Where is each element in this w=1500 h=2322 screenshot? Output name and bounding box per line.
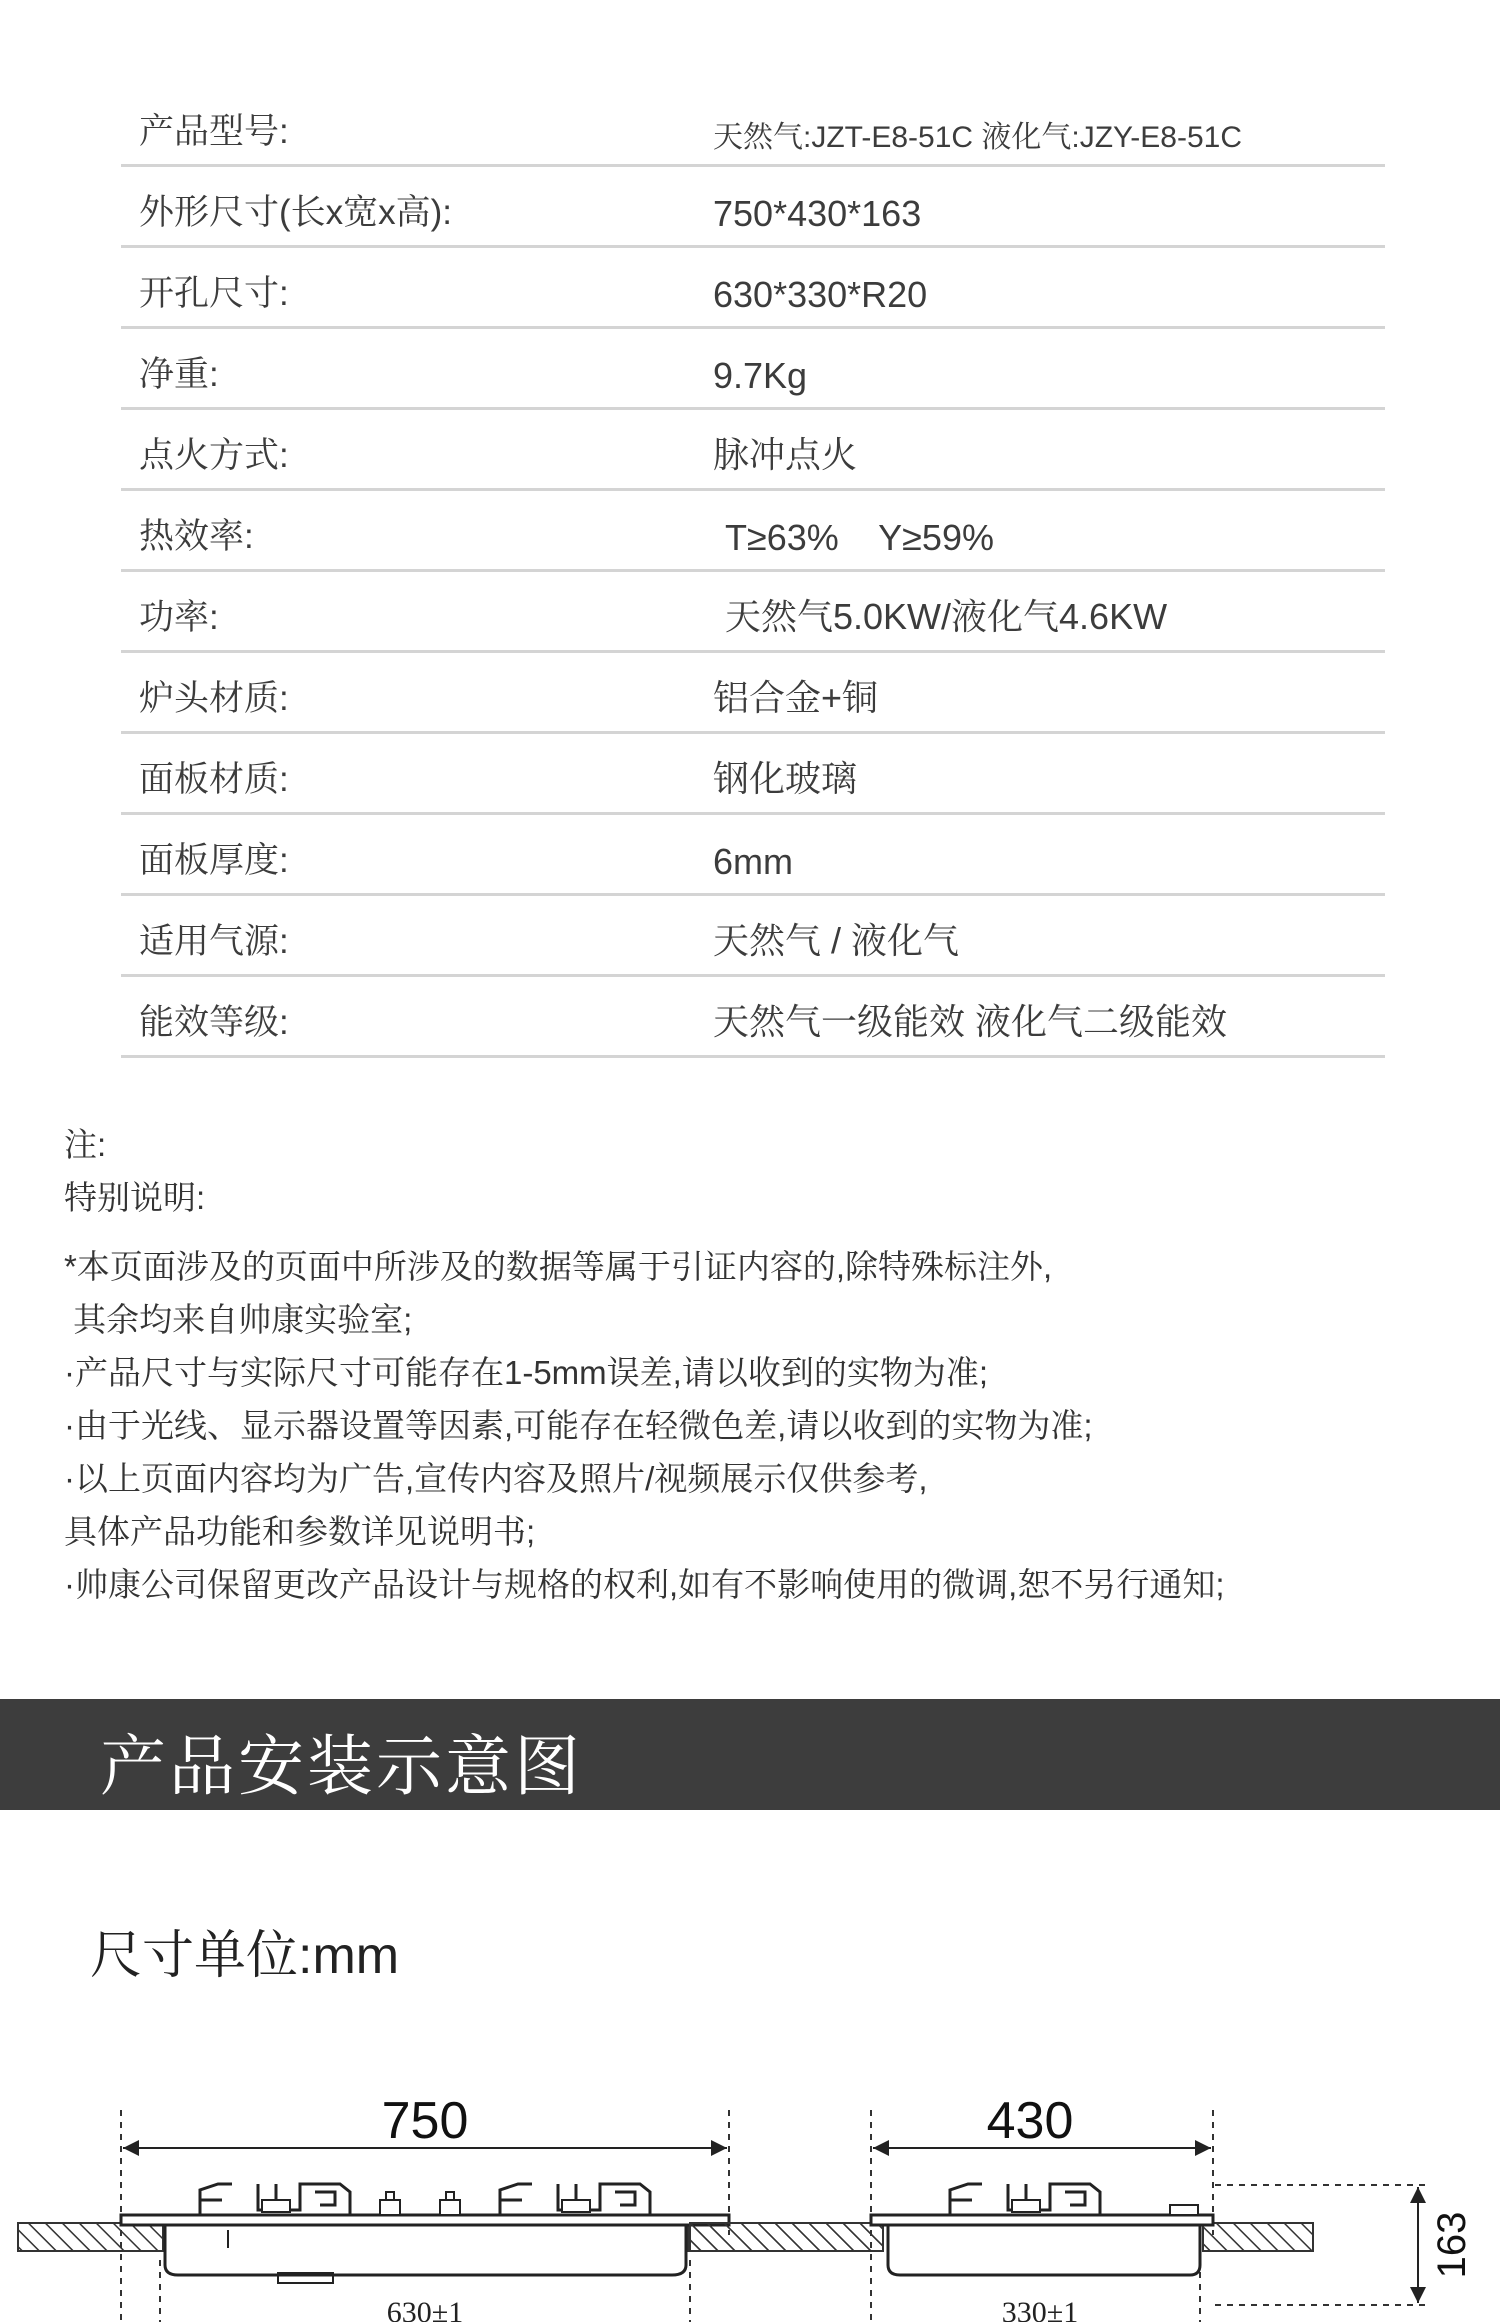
note-line: ·以上页面内容均为广告,宣传内容及照片/视频展示仅供参考, <box>64 1460 928 1497</box>
spec-label: 外形尺寸(长x宽x高): <box>139 193 453 232</box>
spec-label: 点火方式: <box>139 436 289 475</box>
side-view <box>690 2092 1474 2322</box>
spec-value: 铝合金+铜 <box>713 677 879 718</box>
spec-label: 热效率: <box>139 517 254 556</box>
height-label: 163 <box>1430 2211 1474 2279</box>
spec-row-panel-thickness <box>121 815 1385 896</box>
spec-label: 产品型号: <box>139 112 289 151</box>
note-line: ·由于光线、显示器设置等因素,可能存在轻微色差,请以收到的实物为准; <box>64 1407 1093 1444</box>
spec-row-energy-grade <box>121 977 1385 1058</box>
spec-value: 6mm <box>713 841 793 882</box>
spec-row-model <box>121 100 1385 167</box>
spec-value: 脉冲点火 <box>713 434 858 475</box>
spec-value: 钢化玻璃 <box>713 758 858 799</box>
spec-value: T≥63% Y≥59% <box>725 517 994 558</box>
spec-label: 面板厚度: <box>139 841 289 880</box>
spec-row-cutout <box>121 248 1385 329</box>
spec-value: 630*330*R20 <box>713 274 928 315</box>
spec-row-dimensions <box>121 167 1385 248</box>
spec-value: 天然气一级能效 液化气二级能效 <box>713 1001 1228 1042</box>
spec-label: 适用气源: <box>139 922 289 961</box>
front-width-label: 750 <box>381 2092 469 2150</box>
spec-row-power <box>121 572 1385 653</box>
note-line: ·产品尺寸与实际尺寸可能存在1-5mm误差,请以收到的实物为准; <box>64 1354 988 1391</box>
front-cutout-label: 630±1 <box>386 2296 464 2322</box>
side-cutout-label: 330±1 <box>1001 2296 1079 2322</box>
spec-table <box>121 100 1385 1058</box>
spec-value: 天然气:JZT-E8-51C 液化气:JZY-E8-51C <box>713 121 1242 154</box>
notes-title: 注: <box>64 1126 107 1163</box>
spec-row-panel-material <box>121 734 1385 815</box>
notes-subtitle: 特别说明: <box>64 1179 206 1216</box>
notes-section <box>64 1118 1464 1611</box>
note-line: 具体产品功能和参数详见说明书; <box>64 1513 536 1550</box>
spec-row-ignition <box>121 410 1385 491</box>
side-depth-label: 430 <box>986 2092 1074 2150</box>
spec-label: 能效等级: <box>139 1003 289 1042</box>
spec-label: 炉头材质: <box>139 679 289 718</box>
spec-label: 开孔尺寸: <box>139 274 289 313</box>
spec-label: 功率: <box>139 598 219 637</box>
install-banner <box>0 1699 1500 1810</box>
note-line: ·帅康公司保留更改产品设计与规格的权利,如有不影响使用的微调,恕不另行通知; <box>64 1566 1225 1603</box>
note-line: *本页面涉及的页面中所涉及的数据等属于引证内容的,除特殊标注外, <box>64 1248 1053 1285</box>
spec-value: 天然气 / 液化气 <box>713 920 960 961</box>
installation-diagram <box>0 2060 1500 2322</box>
spec-label: 面板材质: <box>139 760 289 799</box>
spec-row-weight <box>121 329 1385 410</box>
spec-row-gas-source <box>121 896 1385 977</box>
spec-label: 净重: <box>139 355 219 394</box>
spec-value: 9.7Kg <box>713 355 808 396</box>
spec-value: 750*430*163 <box>713 193 922 234</box>
spec-value: 天然气5.0KW/液化气4.6KW <box>725 596 1168 637</box>
banner-title: 产品安装示意图 <box>100 1729 583 1803</box>
spec-row-efficiency <box>121 491 1385 572</box>
note-line: 其余均来自帅康实验室; <box>64 1301 413 1338</box>
spec-row-burner-material <box>121 653 1385 734</box>
front-view <box>18 2092 883 2322</box>
unit-label: 尺寸单位:mm <box>90 1927 400 1985</box>
